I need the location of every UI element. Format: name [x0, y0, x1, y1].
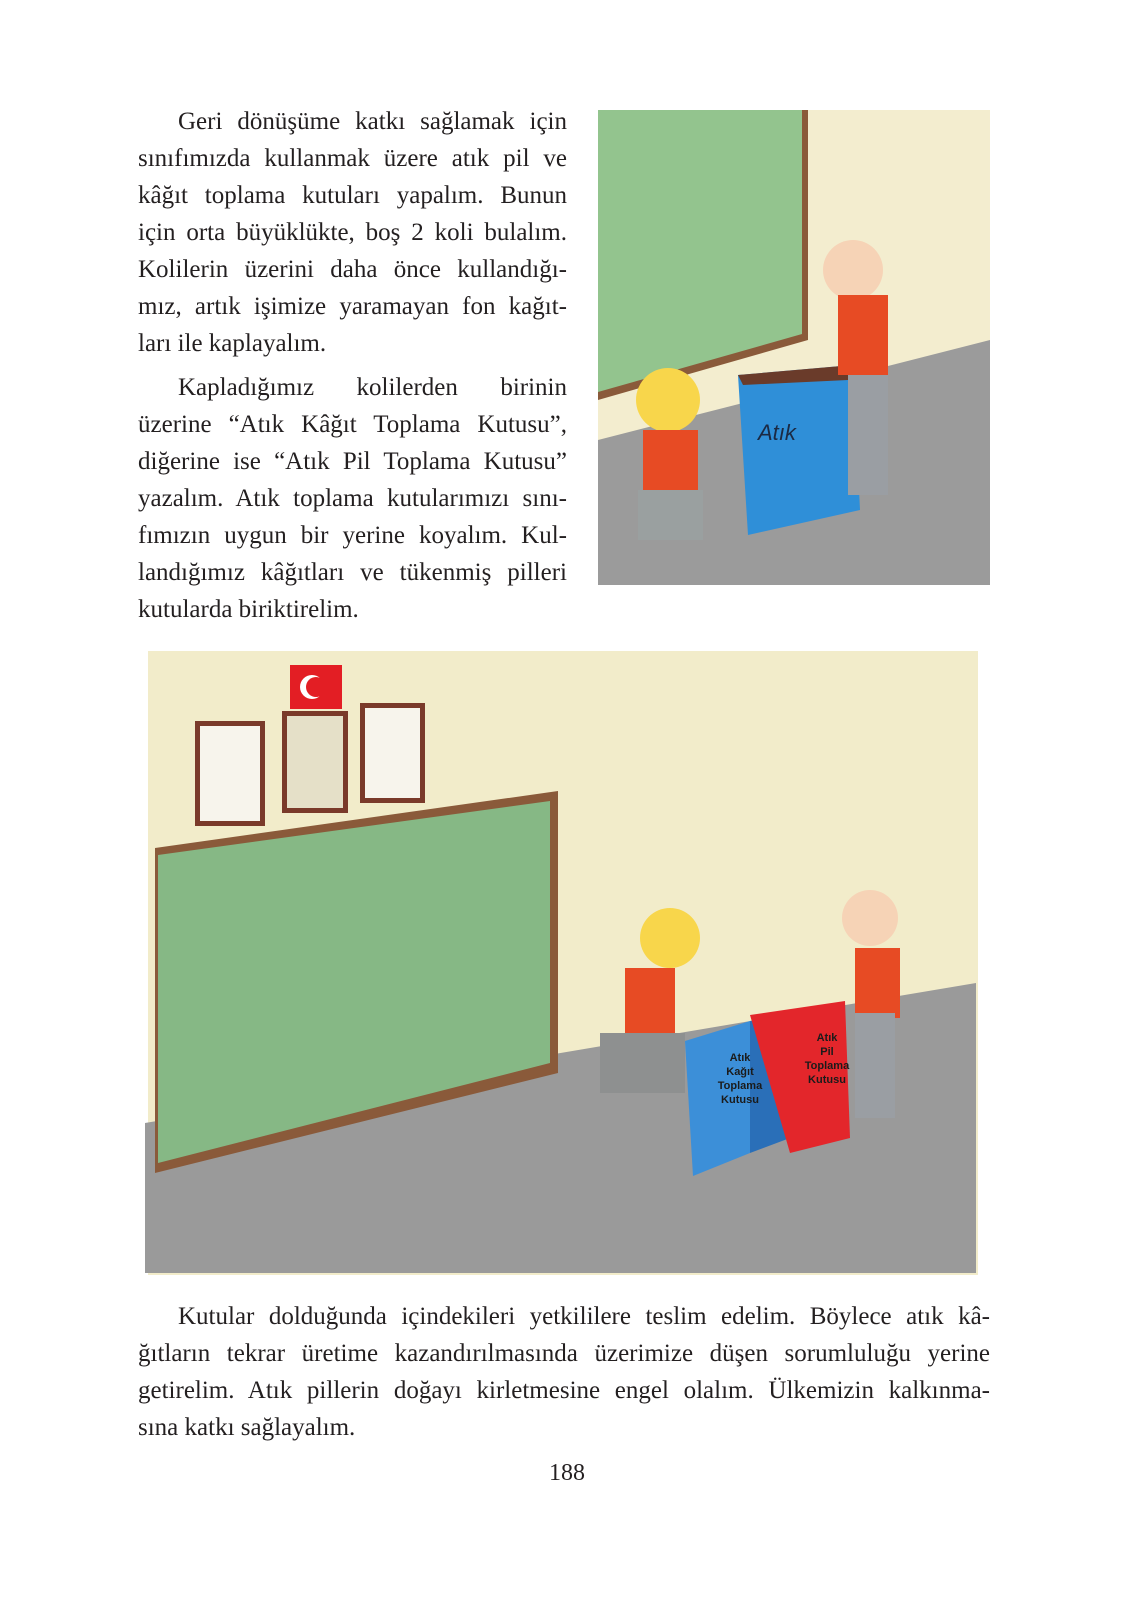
- boy-vest: [838, 295, 888, 375]
- illustration-children-labeling-box: [598, 110, 990, 585]
- boy-vest: [855, 948, 900, 1018]
- battery-box-label: Pil: [820, 1046, 834, 1058]
- paragraph-2: [138, 369, 567, 628]
- girl-vest: [625, 968, 675, 1038]
- text-line: kâğıt toplama kutuları yapalım. Bunun: [138, 182, 567, 209]
- text-line: Geri dönüşüme katkı sağlamak için: [178, 108, 567, 135]
- girl: [640, 908, 700, 968]
- blue-box: [738, 365, 860, 535]
- girl-skirt: [638, 490, 703, 540]
- text-line: fımızın uygun bir yerine koyalım. Kul-: [138, 522, 567, 549]
- text-line: landığımız kâğıtları ve tükenmiş pilleri: [138, 559, 567, 586]
- text-line: diğerine ise “Atık Pil Toplama Kutusu”: [138, 448, 567, 475]
- text-line: getirelim. Atık pillerin doğayı kirletmesine engel olalım. Ülkemizin kalkınma-: [138, 1377, 990, 1404]
- frame-paper: [365, 708, 420, 798]
- paragraph-1: [138, 103, 567, 362]
- text-line: Kutular dolduğunda içindekileri yetkililere teslim edelim. Böylece atık kâ-: [178, 1303, 990, 1330]
- text-line: ğıtların tekrar üretime kazandırılmasında üzerimize düşen sorumluluğu yerine: [138, 1340, 990, 1367]
- frame-portrait-inner: [287, 716, 343, 808]
- paper-box-label: Kağıt: [726, 1066, 754, 1078]
- paper-box-label: Kutusu: [721, 1094, 759, 1106]
- battery-box-label: Toplama: [804, 1060, 850, 1072]
- flag-crescent-inner: [306, 677, 326, 697]
- page-number: 188: [549, 1460, 585, 1486]
- text-line: Kapladığımız kolilerden birinin: [178, 374, 567, 401]
- boy-trousers: [855, 1013, 895, 1118]
- girl: [636, 368, 700, 432]
- battery-box-label: Kutusu: [808, 1074, 846, 1086]
- frame-paper: [200, 726, 260, 821]
- text-line: üzerine “Atık Kâğıt Toplama Kutusu”,: [138, 411, 567, 438]
- text-line: için orta büyüklükte, boş 2 koli bulalım.: [138, 219, 567, 246]
- text-line: kutularda biriktirelim.: [138, 596, 359, 623]
- text-line: Kolilerin üzerini daha önce kullandığı-: [138, 256, 567, 283]
- paper-box-label: Toplama: [717, 1080, 763, 1092]
- text-line: ları ile kaplayalım.: [138, 330, 327, 357]
- boy: [823, 240, 883, 300]
- box-label: Atık: [758, 420, 796, 445]
- paragraph-3: [138, 1298, 990, 1446]
- illustration-children-recycling-boxes: [140, 643, 986, 1283]
- girl-vest: [643, 430, 698, 500]
- paper-box-label: Atık: [729, 1052, 751, 1064]
- battery-box-label: Atık: [816, 1032, 838, 1044]
- girl-skirt: [600, 1033, 685, 1093]
- text-line: mız, artık işimize yaramayan fon kağıt-: [138, 293, 567, 320]
- text-line: sınıfımızda kullanmak üzere atık pil ve: [138, 145, 567, 172]
- boy: [842, 890, 898, 946]
- boy-trousers: [848, 375, 888, 495]
- text-line: yazalım. Atık toplama kutularımızı sını-: [138, 485, 567, 512]
- text-line: sına katkı sağlayalım.: [138, 1414, 356, 1441]
